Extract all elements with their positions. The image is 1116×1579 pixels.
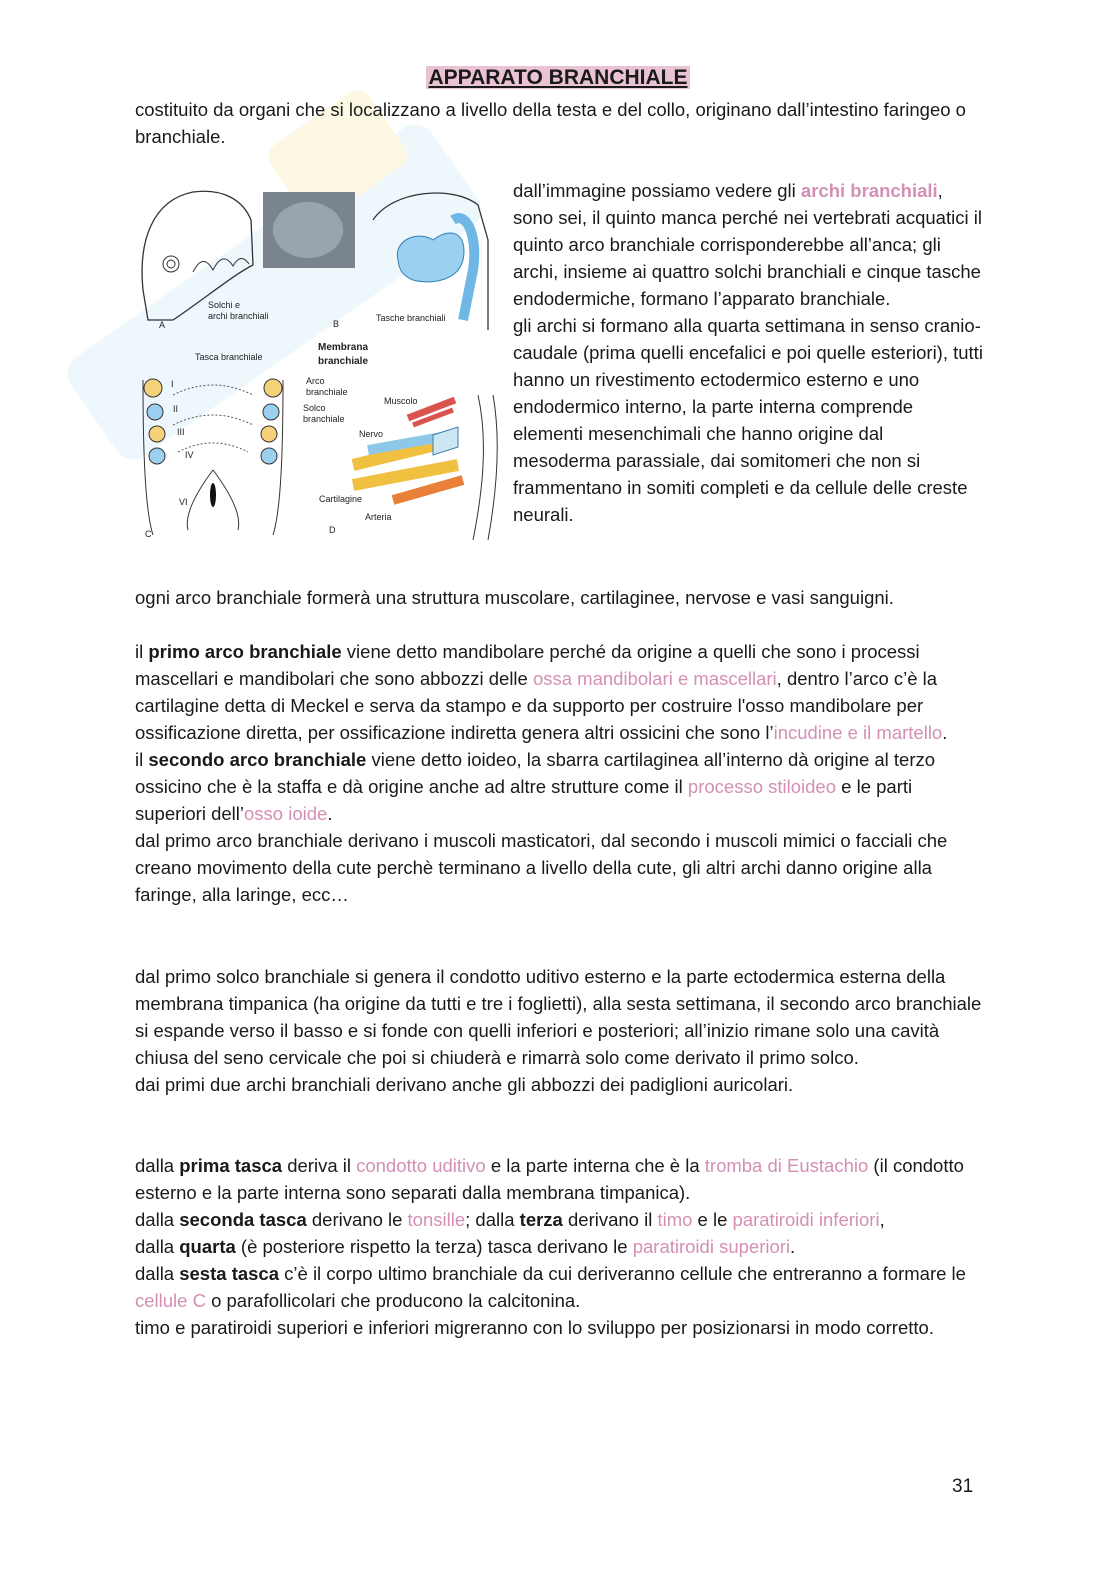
- side-text-3: gli archi si formano alla quarta settimana in senso cranio-caudale (prima quelli encefalici e poi quelle esteriori), tutti hanno un rivestimento ectodermico esterno e uno endodermico interno, la parte interna comprende elementi mesenchimali che hanno origine dal mesoderma parassiale, dai somitomeri che non si frammentano in somiti completi e da cellule delle creste neurali.: [513, 315, 983, 525]
- highlight-paratiroidi-superiori: paratiroidi superiori: [632, 1236, 791, 1257]
- roman-4: IV: [185, 450, 194, 460]
- roman-6: VI: [179, 497, 188, 507]
- label-arteria: Arteria: [365, 512, 392, 522]
- struttura-paragraph: ogni arco branchiale formerà una struttura muscolare, cartilaginee, nervose e vasi sanguigni.: [135, 587, 894, 608]
- highlight-incudine: incudine e il martello: [773, 722, 943, 743]
- label-D: D: [329, 525, 336, 535]
- side-text-2: , sono sei, il quinto manca perché nei vertebrati acquatici il quinto arco branchiale corrisponderebbe all’anca; gli archi, insieme ai quattro solchi branchiali e cinque tasche endodermiche, formano l’apparato branchiale.: [513, 180, 982, 309]
- highlight-ossa: ossa mandibolari e mascellari: [532, 668, 777, 689]
- figure-description: [513, 177, 983, 528]
- label-solchi-2: archi branchiali: [208, 311, 269, 321]
- roman-2: II: [173, 404, 179, 414]
- label-cartilagine: Cartilagine: [319, 494, 363, 504]
- roman-3: III: [177, 427, 185, 437]
- archi-paragraph: il primo arco branchiale viene detto mandibolare perché da origine a quelli che sono i processi mascellari e mandibolari che sono abbozzi delle ossa mandibolari e mascellari, dentro l’arco c’è la cartilagine detta di Meckel e serva da stampo e da supporto per costruire l'osso mandibolare per ossificazione diretta, per ossificazione indiretta genera altri ossicini che sono l’incudine e il martello. il secondo arco branchiale viene detto ioideo, la sbarra cartilaginea all’interno dà origine al terzo ossicino che è la staffa e dà origine anche ad altre strutture come il processo stiloideo e le parti superiori dell’osso ioide. dal primo arco branchiale derivano i muscoli masticatori, dal secondo i muscoli mimici o facciali che creano movimento della cute perchè terminano a livello della cute, gli altri archi danno origine alla faringe, alla laringe, ecc…: [135, 641, 948, 905]
- highlight-condotto: condotto uditivo: [356, 1155, 486, 1176]
- label-arco-2: branchiale: [306, 387, 348, 397]
- intro-paragraph: costituito da organi che si localizzano a livello della testa e del collo, originano dall’intestino faringeo o branchiale.: [135, 99, 966, 147]
- label-membrana-1: Membrana: [318, 342, 369, 353]
- label-solco-1: Solco: [303, 403, 326, 413]
- label-muscolo: Muscolo: [384, 396, 418, 406]
- highlight-osso-ioide: osso ioide: [244, 803, 328, 824]
- label-tasche: Tasche branchiali: [376, 313, 446, 323]
- highlight-cellule-c: cellule C: [135, 1290, 206, 1311]
- label-nervo: Nervo: [359, 429, 384, 439]
- roman-1: I: [171, 379, 174, 389]
- highlight-eustachio: tromba di Eustachio: [704, 1155, 869, 1176]
- arch-circles: [144, 379, 282, 464]
- label-A: A: [159, 320, 166, 330]
- tasche-paragraph: dalla prima tasca deriva il condotto uditivo e la parte interna che è la tromba di Eustachio (il condotto esterno e la parte interna sono separati dalla membrana timpanica). dalla seconda tasca derivano le tonsille; dalla terza derivano il timo e le paratiroidi inferiori, dalla quarta (è posteriore rispetto la terza) tasca derivano le paratiroidi superiori. dalla sesta tasca c’è il corpo ultimo branchiale da cui deriveranno cellule che entreranno a formare le cellule C o parafollicolari che producono la calcitonina. timo e paratiroidi superiori e inferiori migreranno con lo sviluppo per posizionarsi in modo corretto.: [135, 1155, 966, 1338]
- highlight-archi-branchiali: archi branchiali: [800, 180, 938, 201]
- branchial-apparatus-figure: [133, 180, 498, 545]
- label-solchi-1: Solchi e: [208, 300, 241, 310]
- label-solco-2: branchiale: [303, 414, 345, 424]
- highlight-tonsille: tonsille: [407, 1209, 466, 1230]
- label-membrana-2: branchiale: [318, 356, 369, 367]
- side-text-1: dall’immagine possiamo vedere gli: [513, 180, 801, 201]
- label-tasca: Tasca branchiale: [195, 352, 263, 362]
- page-number: 31: [952, 1476, 974, 1497]
- label-C: C: [145, 529, 152, 539]
- label-B: B: [333, 319, 340, 329]
- term-secondo-arco: secondo arco branchiale: [148, 749, 367, 770]
- highlight-timo: timo: [657, 1209, 693, 1230]
- page-title: APPARATO BRANCHIALE: [428, 66, 688, 89]
- term-primo-arco: primo arco branchiale: [148, 641, 342, 662]
- solco-paragraph: dal primo solco branchiale si genera il condotto uditivo esterno e la parte ectodermica esterna della membrana timpanica (ha origine da tutti e tre i foglietti), alla sesta settimana, il secondo arco branchiale si espande verso il basso e si fonde con quelli inferiori e posteriori; all’inizio rimane solo una cavità chiusa del seno cervicale che poi si chiuderà e rimarrà solo come derivato il primo solco. dai primi due archi branchiali derivano anche gli abbozzi dei padiglioni auricolari.: [135, 966, 982, 1095]
- label-arco-1: Arco: [306, 376, 325, 386]
- highlight-paratiroidi-inferiori: paratiroidi inferiori: [732, 1209, 880, 1230]
- highlight-processo-stiloideo: processo stiloideo: [687, 776, 837, 797]
